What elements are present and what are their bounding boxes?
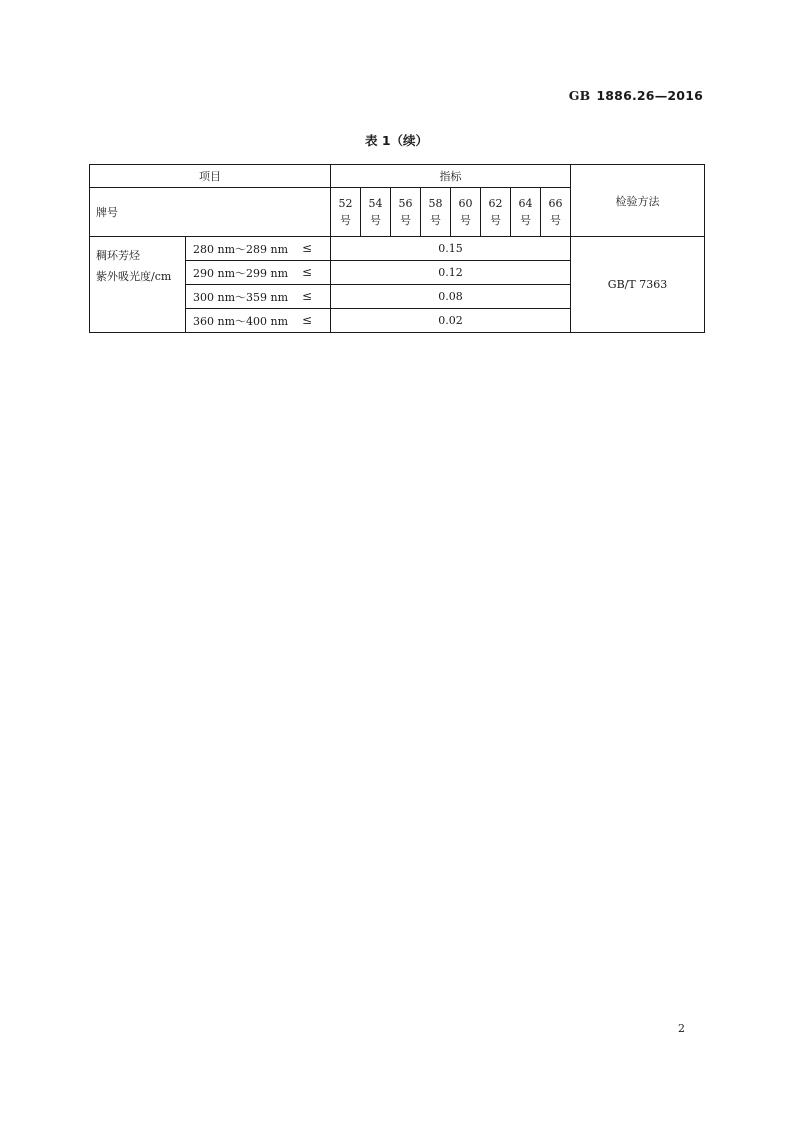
absorbance-limit: 0.12 xyxy=(331,261,571,285)
property-name-line2: 紫外吸光度/cm xyxy=(96,270,172,283)
item-header: 项目 xyxy=(90,165,331,188)
grade-suffix: 号 xyxy=(340,214,351,227)
wavelength-range xyxy=(186,309,331,333)
grade-suffix: 号 xyxy=(490,214,501,227)
grade-number: 58 xyxy=(428,197,443,210)
page-number: 2 xyxy=(678,1022,685,1035)
range-text: 280 nm～289 nm xyxy=(193,242,289,256)
less-equal-symbol: ≤ xyxy=(301,240,312,255)
property-name xyxy=(90,237,186,333)
index-header: 指标 xyxy=(331,165,571,188)
grade-number: 66 xyxy=(548,197,563,210)
grade-cell xyxy=(511,188,541,237)
grade-number: 52 xyxy=(338,197,353,210)
grade-number: 56 xyxy=(398,197,413,210)
grade-suffix: 号 xyxy=(400,214,411,227)
grade-suffix: 号 xyxy=(370,214,381,227)
absorbance-limit: 0.02 xyxy=(331,309,571,333)
grade-cell xyxy=(421,188,451,237)
grade-cell xyxy=(331,188,361,237)
grade-suffix: 号 xyxy=(430,214,441,227)
grade-number: 64 xyxy=(518,197,533,210)
wavelength-range xyxy=(186,261,331,285)
grade-cell xyxy=(481,188,511,237)
property-name-line1: 稠环芳烃 xyxy=(96,249,140,262)
wavelength-range xyxy=(186,285,331,309)
standard-prefix: GB xyxy=(568,88,591,103)
table-caption: 表 1（续） xyxy=(364,133,429,148)
less-equal-symbol: ≤ xyxy=(301,264,312,279)
less-equal-symbol: ≤ xyxy=(301,312,312,327)
test-method: GB/T 7363 xyxy=(571,237,705,333)
range-text: 300 nm～359 nm xyxy=(193,290,289,304)
method-header: 检验方法 xyxy=(571,165,705,237)
grade-number: 60 xyxy=(458,197,473,210)
less-equal-symbol: ≤ xyxy=(301,288,312,303)
grade-suffix: 号 xyxy=(520,214,531,227)
standard-number xyxy=(569,88,703,103)
wavelength-range xyxy=(186,237,331,261)
grade-suffix: 号 xyxy=(550,214,561,227)
grade-cell xyxy=(541,188,571,237)
range-text: 290 nm～299 nm xyxy=(193,266,289,280)
absorbance-limit: 0.08 xyxy=(331,285,571,309)
grade-number: 62 xyxy=(488,197,503,210)
grade-label: 牌号 xyxy=(90,188,331,237)
grade-suffix: 号 xyxy=(460,214,471,227)
absorbance-limit: 0.15 xyxy=(331,237,571,261)
specification-table xyxy=(89,164,705,333)
grade-cell xyxy=(391,188,421,237)
standard-code: 1886.26—2016 xyxy=(596,88,703,103)
grade-cell xyxy=(361,188,391,237)
grade-number: 54 xyxy=(368,197,383,210)
grade-cell xyxy=(451,188,481,237)
range-text: 360 nm～400 nm xyxy=(193,314,289,328)
